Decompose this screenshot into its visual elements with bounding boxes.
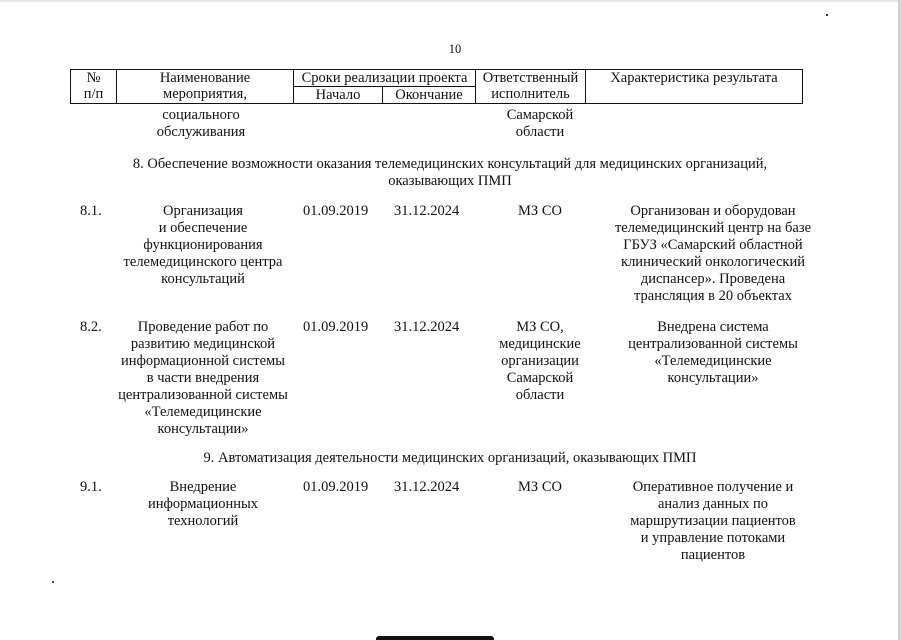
header-cell-terms: Сроки реализации проекта bbox=[294, 70, 476, 87]
row-name bbox=[112, 479, 294, 530]
text-line: телемедицинского центра bbox=[123, 254, 283, 270]
text-line: МЗ СО bbox=[518, 203, 562, 219]
text-line: консультаций bbox=[161, 271, 245, 287]
text-line: и обеспечение bbox=[158, 220, 248, 236]
header-cell-name bbox=[117, 70, 294, 104]
text-line: трансляция в 20 объектах bbox=[634, 288, 792, 304]
text-line: МЗ СО bbox=[518, 479, 562, 495]
text-line: Самарской bbox=[506, 107, 574, 123]
text-line: «Телемедицинские bbox=[654, 353, 772, 369]
row-result bbox=[600, 203, 826, 305]
row-responsible bbox=[485, 203, 595, 220]
row-number: 8.1. bbox=[80, 203, 102, 219]
header-cell-result: Характеристика результата bbox=[586, 70, 803, 104]
header-cell-number bbox=[71, 70, 117, 104]
header-cell-responsible bbox=[476, 70, 586, 104]
scan-smudge bbox=[376, 636, 494, 640]
row-end-date: 31.12.2024 bbox=[394, 203, 460, 219]
row-number: 8.2. bbox=[80, 319, 102, 335]
text-line: Самарской bbox=[506, 370, 574, 386]
section-heading-8: 8. Обеспечение возможности оказания телемедицинских консультаций для медицинских организаций, bbox=[132, 156, 768, 172]
text-line: маршрутизации пациентов bbox=[630, 513, 796, 529]
text-line: информационных bbox=[148, 496, 258, 512]
text-line: и управление потоками bbox=[640, 530, 786, 546]
text-line: централизованной системы bbox=[628, 336, 798, 352]
text-line: Внедрение bbox=[169, 479, 237, 495]
table-header bbox=[70, 69, 803, 104]
header-cell-end: Окончание bbox=[383, 87, 476, 104]
text-line: диспансер». Проведена bbox=[640, 271, 786, 287]
row-end-date: 31.12.2024 bbox=[394, 319, 460, 335]
scan-mark bbox=[52, 581, 54, 583]
text-line: технологий bbox=[167, 513, 239, 529]
header-cell-start: Начало bbox=[294, 87, 383, 104]
row-name bbox=[108, 319, 298, 438]
text-line: консультации» bbox=[157, 421, 249, 437]
text-line: медицинские bbox=[499, 336, 581, 352]
text-line: социального bbox=[162, 107, 240, 123]
text-line: пациентов bbox=[680, 547, 746, 563]
header-name-sub-label: мероприятия, bbox=[163, 86, 247, 102]
text-line: обслуживания bbox=[156, 124, 246, 140]
row-responsible bbox=[485, 479, 595, 496]
continuation-responsible bbox=[485, 107, 595, 141]
text-line: анализ данных по bbox=[657, 496, 769, 512]
text-line: развитию медицинской bbox=[130, 336, 276, 352]
text-line: «Телемедицинские bbox=[144, 404, 262, 420]
row-start-date: 01.09.2019 bbox=[303, 479, 369, 495]
text-line: информационной системы bbox=[121, 353, 285, 369]
row-result bbox=[600, 479, 826, 564]
row-name bbox=[112, 203, 294, 288]
text-line: Оперативное получение и bbox=[632, 479, 794, 495]
text-line: в части внедрения bbox=[146, 370, 260, 386]
text-line: МЗ СО, bbox=[516, 319, 564, 335]
text-line: функционирования bbox=[143, 237, 263, 253]
header-number-sub-label: п/п bbox=[83, 86, 104, 102]
scan-mark bbox=[826, 14, 828, 16]
header-responsible-sub-label: исполнитель bbox=[491, 86, 570, 102]
header-responsible-label: Ответственный bbox=[482, 70, 579, 86]
text-line: области bbox=[515, 387, 565, 403]
row-start-date: 01.09.2019 bbox=[303, 319, 369, 335]
text-line: клинический онкологический bbox=[621, 254, 805, 270]
section-heading-9: 9. Автоматизация деятельности медицинских организаций, оказывающих ПМП bbox=[203, 450, 697, 466]
text-line: Организация bbox=[163, 203, 243, 219]
section-heading-8-cont: оказывающих ПМП bbox=[388, 173, 512, 189]
row-responsible bbox=[485, 319, 595, 404]
text-line: централизованной системы bbox=[118, 387, 288, 403]
text-line: организации bbox=[501, 353, 579, 369]
text-line: области bbox=[515, 124, 565, 140]
text-line: Проведение работ по bbox=[137, 319, 269, 335]
row-number: 9.1. bbox=[80, 479, 102, 495]
row-start-date: 01.09.2019 bbox=[303, 203, 369, 219]
page-number: 10 bbox=[448, 42, 462, 56]
header-number-label: № bbox=[86, 70, 101, 86]
row-result bbox=[600, 319, 826, 387]
text-line: консультации» bbox=[667, 370, 759, 386]
continuation-name bbox=[116, 107, 286, 141]
text-line: ГБУЗ «Самарский областной bbox=[623, 237, 803, 253]
text-line: Организован и оборудован bbox=[630, 203, 796, 219]
text-line: Внедрена система bbox=[657, 319, 769, 335]
row-end-date: 31.12.2024 bbox=[394, 479, 460, 495]
text-line: телемедицинский центр на базе bbox=[614, 220, 812, 236]
scan-top-edge bbox=[0, 0, 901, 2]
header-name-label: Наименование bbox=[159, 70, 251, 86]
